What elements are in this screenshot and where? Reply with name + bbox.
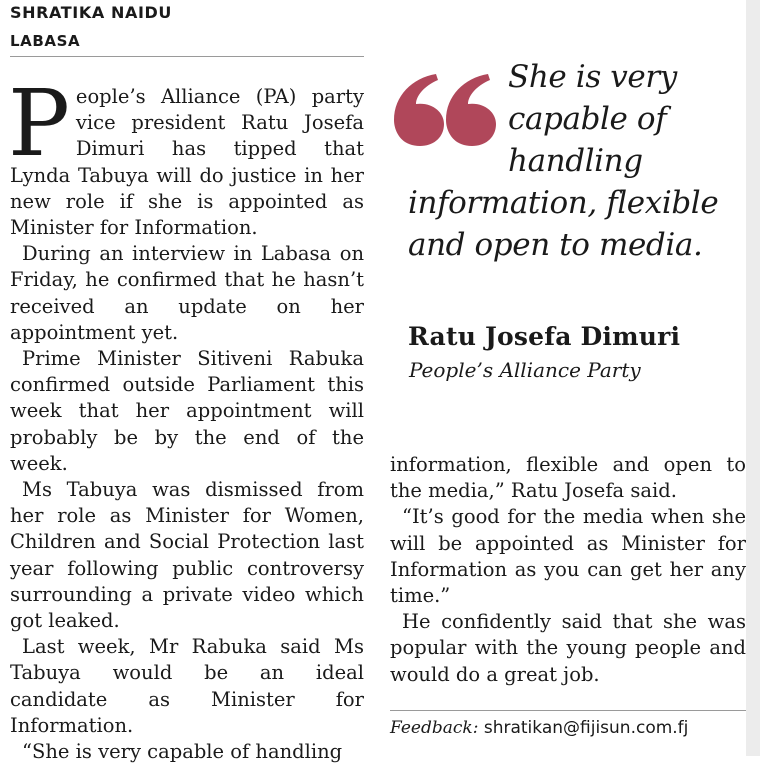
- feedback-line: [390, 718, 688, 738]
- feedback-label: Feedback:: [390, 718, 479, 738]
- paragraph: Prime Minister Sitiveni Rabuka confirmed outside Parliament this week that her appointment will probably be by the end of the week.: [10, 347, 364, 475]
- article-column-1: [8, 70, 364, 765]
- pull-quote: [408, 56, 744, 266]
- byline-author: SHRATIKA NAIDU: [10, 3, 172, 22]
- lead-paragraph: [8, 70, 364, 241]
- pull-quote-line: handling: [508, 143, 643, 179]
- quote-speaker-organization: People’s Alliance Party: [409, 358, 641, 382]
- page-gutter: [746, 0, 760, 756]
- paragraph: “It’s good for the media when she will be appointed as Minister for Information as you can get her any time.”: [390, 505, 746, 608]
- pull-quote-line: and open to media.: [408, 227, 703, 263]
- lead-text: eople’s Alliance (PA) party vice president Ratu Josefa Dimuri has tipped that Lynda Tabuya will do justice in her new role if she is appointed as Minister for Information.: [10, 85, 364, 240]
- paragraph: Last week, Mr Rabuka said Ms Tabuya would be an ideal candidate as Minister for Information.: [10, 635, 364, 737]
- paragraph: “She is very capable of handling: [22, 740, 343, 764]
- paragraph: He confidently said that she was popular with the young people and would do a great job.: [390, 610, 746, 686]
- feedback-divider: [390, 710, 746, 711]
- byline-location: LABASA: [10, 32, 81, 50]
- paragraph: During an interview in Labasa on Friday, he confirmed that he hasn’t received an update on her appointment yet.: [10, 242, 364, 344]
- paragraph: Ms Tabuya was dismissed from her role as Minister for Women, Children and Social Protection last year following public controversy surrounding a private video which got leaked.: [10, 478, 364, 633]
- pull-quote-line: capable of: [508, 101, 667, 137]
- article-column-2: [390, 452, 746, 688]
- paragraph: information, flexible and open to the media,” Ratu Josefa said.: [390, 453, 746, 503]
- pull-quote-line: information, flexible: [408, 185, 719, 221]
- pull-quote-line: She is very: [508, 59, 677, 95]
- byline-divider: [10, 56, 364, 57]
- feedback-email-link[interactable]: shratikan@fijisun.com.fj: [483, 718, 689, 738]
- drop-cap: P: [8, 70, 70, 177]
- quote-speaker: Ratu Josefa Dimuri: [408, 322, 681, 351]
